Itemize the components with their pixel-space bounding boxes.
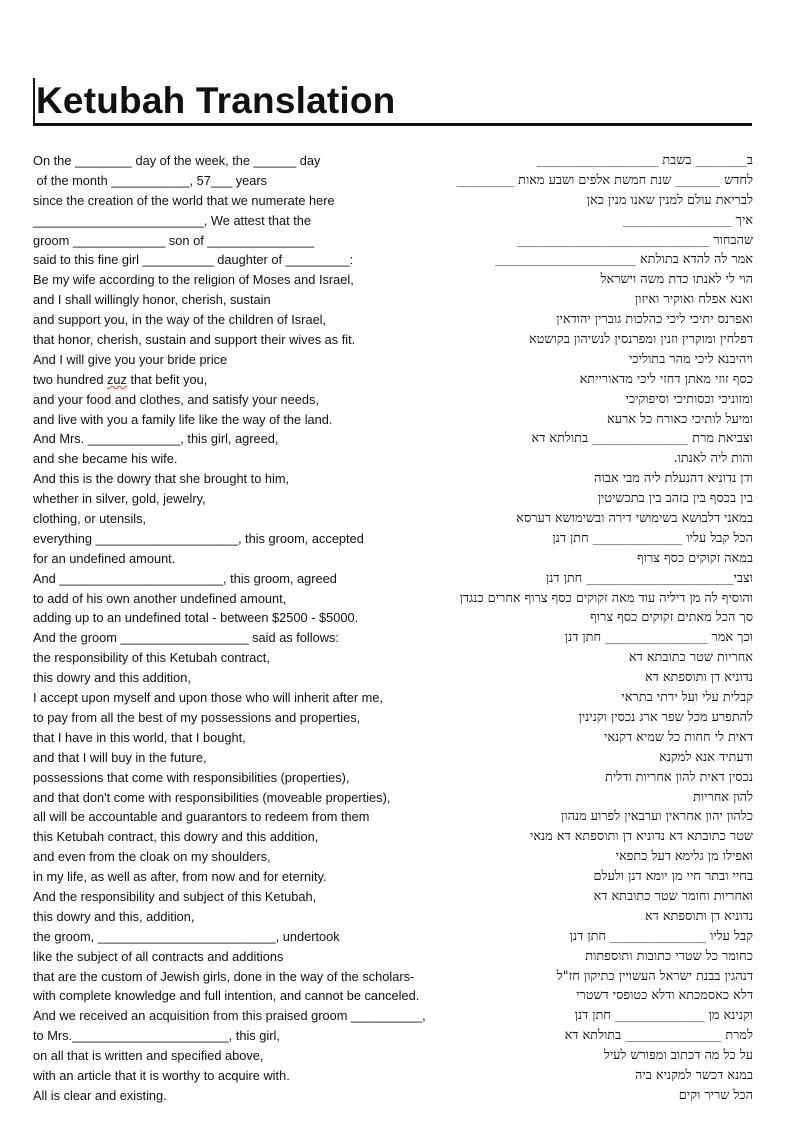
- english-line: And I will give you your bride price: [33, 351, 228, 367]
- text-row: [0, 728, 794, 748]
- english-line: And the groom __________________ said as follows:: [33, 630, 339, 646]
- text-row: [0, 608, 794, 628]
- hebrew-line: וכך אמר ________________ חתן דנן: [564, 630, 753, 646]
- english-line: to add of his own another undefined amount,: [33, 590, 287, 606]
- text-row: [0, 827, 794, 847]
- english-line: and that I will buy in the future,: [33, 749, 207, 765]
- text-row: [0, 807, 794, 827]
- hebrew-line: אחריות שטר כתובתא דא: [628, 650, 753, 666]
- text-row: [0, 171, 794, 191]
- hebrew-line: על כל מה דכתוב ומפורש לעיל: [603, 1048, 753, 1064]
- hebrew-line: נדוניא דן ותוספתא דא: [644, 908, 753, 924]
- english-line: that I have in this world, that I bought,: [33, 729, 246, 745]
- text-row: [0, 370, 794, 390]
- english-line: on all that is written and specified above,: [33, 1048, 264, 1064]
- hebrew-line: והוסיף לה מן דיליה עוד מאה זקוקים כסף צרוף אחרים כנגדן: [459, 590, 753, 606]
- english-line: with complete knowledge and full intention, and cannot be canceled.: [33, 988, 420, 1004]
- hebrew-line: כלהון יהון אחראין וערבאין לפרוע מנהון: [561, 809, 753, 825]
- text-row: [0, 290, 794, 310]
- hebrew-line: ואנא אפלח ואוקיר ואיזון: [634, 292, 753, 308]
- text-row: [0, 250, 794, 270]
- text-row: [0, 231, 794, 251]
- hebrew-line: דאית לי חחות כל שמיא דקנאי: [603, 729, 753, 745]
- english-line: clothing, or utensils,: [33, 511, 147, 527]
- hebrew-line: להון אחריות: [693, 789, 753, 805]
- text-row: [0, 469, 794, 489]
- text-row: [0, 628, 794, 648]
- hebrew-line: למרת _______________ בתולתא דא: [564, 1028, 753, 1044]
- text-row: [0, 529, 794, 549]
- english-line: And the responsibility and subject of this Ketubah,: [33, 888, 317, 904]
- english-line: for an undefined amount.: [33, 550, 176, 566]
- hebrew-line: קבל עליו _______________ חתן דנן: [569, 928, 753, 944]
- text-row: [0, 748, 794, 768]
- text-row: [0, 489, 794, 509]
- english-line: with an article that it is worthy to acquire with.: [33, 1067, 290, 1083]
- english-line: possessions that come with responsibilities (properties),: [33, 769, 350, 785]
- text-row: [0, 1046, 794, 1066]
- hebrew-line: לבריאת עולם למנין שאנו מנין כאן: [586, 192, 753, 208]
- page-title: Ketubah Translation: [36, 80, 396, 121]
- text-row: [0, 410, 794, 430]
- text-row: [0, 867, 794, 887]
- hebrew-line: ואפילו מן גלימא דעל כתפאי: [615, 849, 753, 865]
- text-row: [0, 330, 794, 350]
- text-row: [0, 191, 794, 211]
- text-row: [0, 708, 794, 728]
- english-line: to pay from all the best of my possessions and properties,: [33, 709, 361, 725]
- english-line: everything ____________________, this groom, accepted: [33, 530, 364, 546]
- hebrew-line: ב________ בשבת ___________________: [536, 153, 753, 168]
- english-line: and I shall willingly honor, cherish, sustain: [33, 292, 271, 308]
- english-line: On the ________ day of the week, the ______ day: [33, 153, 321, 168]
- text-row: [0, 569, 794, 589]
- hebrew-line: שטר כתובתא דא נדוניא דן ותוספתא דא מנאי: [529, 829, 753, 845]
- hebrew-line: נדוניא דן ותוספתא דא: [644, 670, 753, 686]
- english-line: and she became his wife.: [33, 451, 178, 467]
- english-line: adding up to an undefined total - between $2500 - $5000.: [33, 610, 359, 626]
- hebrew-line: הכל קבל עליו ______________ חתן דנן: [552, 530, 753, 546]
- hebrew-line: דלא כאסמכתא ודלא כטופסי דשטרי: [576, 988, 753, 1004]
- hebrew-line: במאני דלבושא בשימושי דירה ובשימושא דערסא: [516, 511, 753, 527]
- text-row: [0, 1086, 794, 1106]
- text-row: [0, 449, 794, 469]
- hebrew-line: להתפרע מכל שפר ארג נכסין וקנינין: [578, 709, 753, 725]
- text-row: [0, 151, 794, 171]
- hebrew-line: והות ליה לאנתו.: [673, 451, 753, 467]
- english-line: All is clear and existing.: [33, 1087, 167, 1103]
- hebrew-line: וצביאת מרת _______________ בתולתא דא: [531, 431, 753, 447]
- english-line: and that don't come with responsibilities (moveable properties),: [33, 789, 391, 805]
- hebrew-line: קבלית עלי ועל ירתי בתראי: [621, 690, 753, 706]
- english-line: that honor, cherish, sustain and support their wives as fit.: [33, 332, 356, 348]
- text-row: [0, 907, 794, 927]
- hebrew-line: אמר לה להדא בתולתא ______________________: [495, 252, 753, 268]
- hebrew-line: נכסין דאית להון אחריות ודלית: [604, 769, 753, 785]
- english-line-start: two hundred: [33, 371, 107, 387]
- hebrew-line: במאה זקוקים כסף צרוף: [637, 550, 753, 566]
- hebrew-line: כסף זוזי מאתן דחזי ליכי מדאורייתא: [579, 371, 753, 387]
- english-line: the responsibility of this Ketubah contract,: [33, 650, 270, 666]
- hebrew-line: ומיעל לותיכי כאורח כל ארעא: [607, 411, 753, 427]
- spellcheck-word: zuz: [107, 371, 127, 387]
- english-line: of the month ___________, 57___ years: [33, 172, 268, 188]
- hebrew-line: ומזוניכי וכסותיכי וסיפוקיכי: [625, 391, 753, 407]
- english-line: said to this fine girl __________ daughter of _________:: [33, 252, 354, 268]
- title-left-rule: [33, 78, 35, 126]
- english-line-end: that befit you,: [126, 371, 208, 387]
- text-row: [0, 589, 794, 609]
- english-line: and live with you a family life like the way of the land.: [33, 411, 333, 427]
- text-row: [0, 947, 794, 967]
- english-line: Be my wife according to the religion of Moses and Israel,: [33, 272, 354, 288]
- title-underline: [33, 123, 752, 126]
- translation-rows: [0, 151, 794, 1106]
- text-row: [0, 788, 794, 808]
- english-line: I accept upon myself and upon those who will inherit after me,: [33, 690, 383, 706]
- text-row: [0, 688, 794, 708]
- text-row: [0, 887, 794, 907]
- english-line: since the creation of the world that we numerate here: [33, 192, 335, 208]
- text-row: [0, 390, 794, 410]
- text-row: [0, 768, 794, 788]
- hebrew-line: וקנינא מן ______________ חתן דנן: [574, 1008, 753, 1024]
- text-row: [0, 927, 794, 947]
- hebrew-line: בחיי ובתר חיי מן יומא דנן ולעלם: [593, 869, 753, 885]
- text-row: [0, 211, 794, 231]
- hebrew-line: בין בכסף בין בזהב בין בתכשיטין: [597, 491, 753, 507]
- hebrew-line: במנא דכשר למקניא ביה: [634, 1067, 753, 1083]
- english-line: And _______________________, this groom, agreed: [33, 570, 337, 586]
- english-line: and your food and clothes, and satisfy your needs,: [33, 391, 319, 407]
- hebrew-line: שהבחור ______________________________: [517, 232, 753, 248]
- english-line: whether in silver, gold, jewelry,: [33, 491, 206, 507]
- english-line: [33, 371, 207, 388]
- text-row: [0, 1006, 794, 1026]
- text-row: [0, 509, 794, 529]
- english-line: this dowry and this addition,: [33, 670, 191, 686]
- title-block: [33, 78, 752, 126]
- english-line: and support you, in the way of the children of Israel,: [33, 312, 327, 328]
- hebrew-line: ויהיבנא ליכי מהר בתוליכי: [629, 351, 753, 367]
- english-line: in my life, as well as after, from now and for eternity.: [33, 869, 327, 885]
- text-row: [0, 429, 794, 449]
- hebrew-line: לחדש _______ שנת חמשת אלפים ושבע מאות _________: [456, 172, 753, 188]
- text-row: [0, 967, 794, 987]
- english-line: all will be accountable and guarantors to redeem from them: [33, 809, 370, 825]
- hebrew-line: דפלחין ומוקרין וזנין ומפרנסין לנשיהון בקושטא: [528, 332, 753, 348]
- text-row: [0, 1026, 794, 1046]
- hebrew-line: ואפרנס יתיכי ליכי כהלכות גוברין יהודאין: [556, 312, 753, 328]
- english-line: to Mrs.______________________, this girl,: [33, 1028, 280, 1044]
- english-line: this Ketubah contract, this dowry and this addition,: [33, 829, 319, 845]
- hebrew-line: ואחריות וחומר שטר כתובתא דא: [593, 888, 753, 904]
- text-row: [0, 847, 794, 867]
- hebrew-line: וצבי_______________________ חתן דנן: [545, 570, 753, 586]
- hebrew-line: סך הכל מאתים זקוקים כסף צרוף: [590, 610, 753, 626]
- english-line: And this is the dowry that she brought to him,: [33, 471, 290, 487]
- hebrew-line: ודעתיד אנא למקנא: [659, 749, 753, 765]
- english-line: that are the custom of Jewish girls, done in the way of the scholars-: [33, 968, 415, 984]
- english-line: And Mrs. _____________, this girl, agreed,: [33, 431, 279, 447]
- english-line: And we received an acquisition from this praised groom __________,: [33, 1008, 426, 1024]
- english-line: like the subject of all contracts and additions: [33, 948, 284, 964]
- text-row: [0, 310, 794, 330]
- text-row: [0, 1066, 794, 1086]
- english-line: ________________________, We attest that the: [33, 212, 311, 228]
- hebrew-line: הוי לי לאנתו כדת משה וישראל: [600, 272, 753, 288]
- english-line: and even from the cloak on my shoulders,: [33, 849, 271, 865]
- english-line: groom _____________ son of _______________: [33, 232, 315, 248]
- english-line: the groom, _________________________, undertook: [33, 928, 340, 944]
- text-row: [0, 986, 794, 1006]
- hebrew-line: איך _________________: [622, 212, 753, 228]
- text-row: [0, 549, 794, 569]
- hebrew-line: ודן נדוניא דהנעלת ליה מבי אבוה: [594, 471, 753, 487]
- english-line: this dowry and this, addition,: [33, 908, 195, 924]
- text-row: [0, 270, 794, 290]
- text-row: [0, 648, 794, 668]
- text-row: [0, 350, 794, 370]
- hebrew-line: הכל שריר וקים: [678, 1087, 753, 1103]
- text-row: [0, 668, 794, 688]
- hebrew-line: כחומר כל שטרי כתובות ותוספתות: [585, 948, 753, 964]
- hebrew-line: דנהגין בבנת ישראל העשויין כתיקון חז"ל: [556, 968, 753, 984]
